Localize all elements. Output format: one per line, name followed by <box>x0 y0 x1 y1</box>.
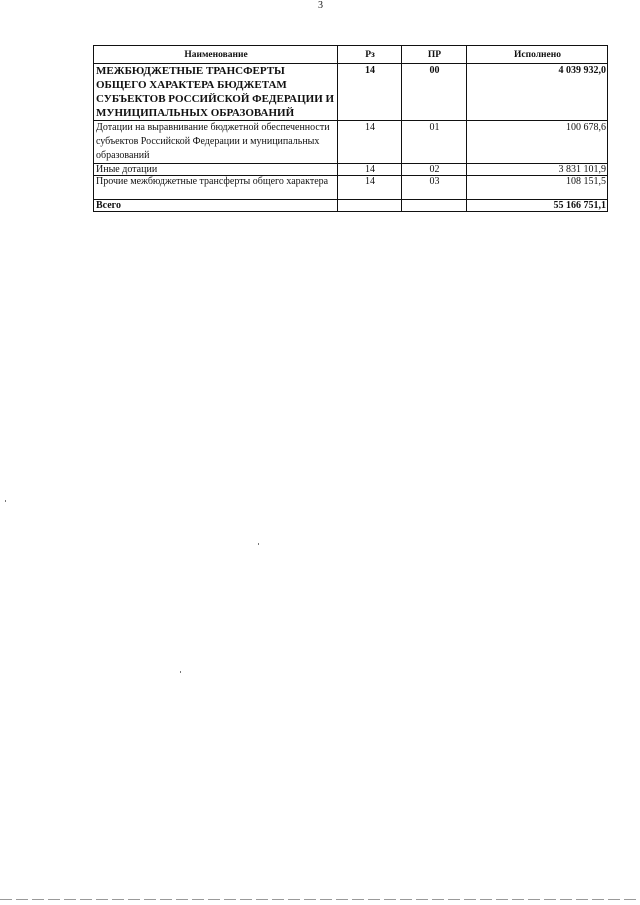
table-row <box>94 164 608 176</box>
scan-speck <box>180 671 181 673</box>
row-rz: 14 <box>338 164 402 176</box>
header-name: Наименование <box>94 46 338 64</box>
total-pr <box>402 200 467 212</box>
header-rz: Рз <box>338 46 402 64</box>
total-executed: 55 166 751,1 <box>467 200 608 212</box>
total-label: Всего <box>94 200 338 212</box>
page-number: 3 <box>318 0 323 11</box>
total-rz <box>338 200 402 212</box>
row-rz: 14 <box>338 176 402 200</box>
row-pr: 01 <box>402 121 467 164</box>
table-header-row <box>94 46 608 64</box>
row-name: МЕЖБЮДЖЕТНЫЕ ТРАНСФЕРТЫ ОБЩЕГО ХАРАКТЕРА БЮДЖЕТАМ СУБЪЕКТОВ РОССИЙСКОЙ ФЕДЕРАЦИИ И МУНИЦИПАЛЬНЫХ ОБРАЗОВАНИЙ <box>94 64 338 121</box>
row-name: Прочие межбюджетные трансферты общего характера <box>94 176 338 200</box>
table-row <box>94 64 608 121</box>
header-executed: Исполнено <box>467 46 608 64</box>
scan-speck <box>5 500 6 502</box>
row-executed: 3 831 101,9 <box>467 164 608 176</box>
scan-artifact-line <box>0 899 640 900</box>
total-row <box>94 200 608 212</box>
table-row <box>94 121 608 164</box>
budget-table <box>93 45 608 212</box>
row-executed: 100 678,6 <box>467 121 608 164</box>
row-pr: 00 <box>402 64 467 121</box>
table-row <box>94 176 608 200</box>
row-name: Дотации на выравнивание бюджетной обеспеченности субъектов Российской Федерации и муниципальных образований <box>94 121 338 164</box>
row-name: Иные дотации <box>94 164 338 176</box>
scan-speck <box>258 543 259 545</box>
header-pr: ПР <box>402 46 467 64</box>
row-rz: 14 <box>338 64 402 121</box>
row-rz: 14 <box>338 121 402 164</box>
row-executed: 4 039 932,0 <box>467 64 608 121</box>
row-pr: 03 <box>402 176 467 200</box>
row-executed: 108 151,5 <box>467 176 608 200</box>
row-pr: 02 <box>402 164 467 176</box>
